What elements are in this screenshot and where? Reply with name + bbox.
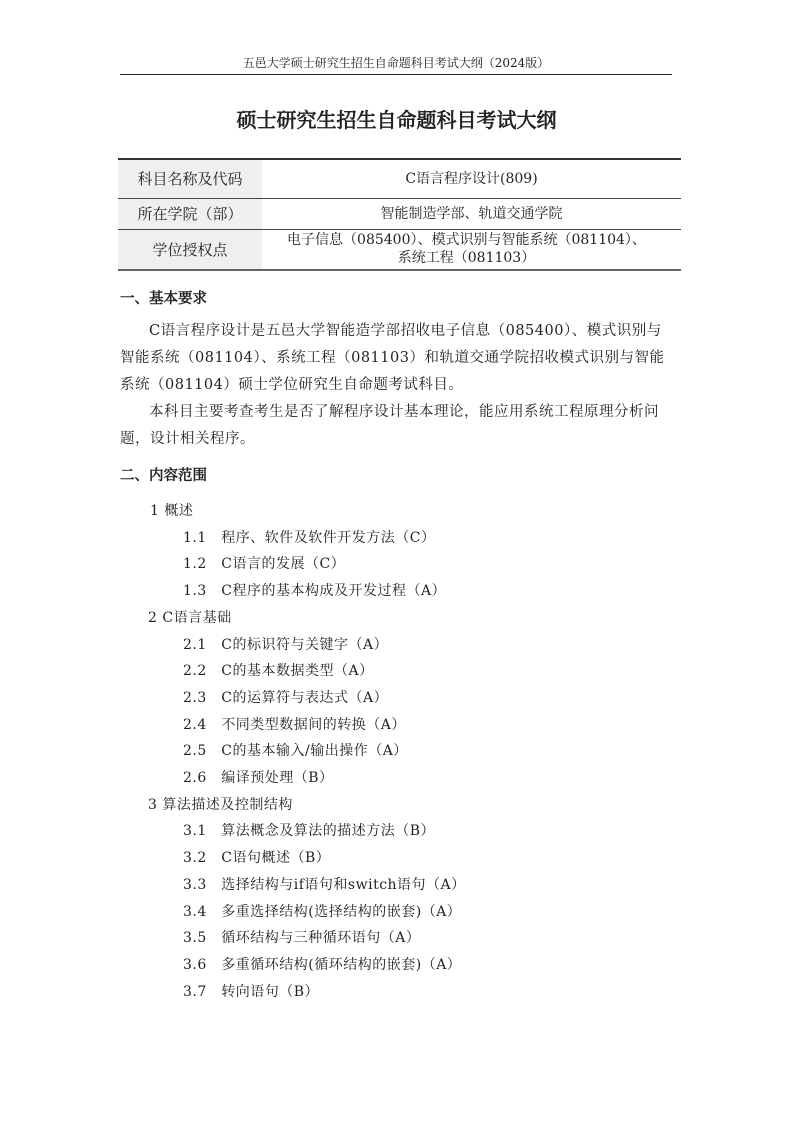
paragraph: C语言程序设计是五邑大学智能造学部招收电子信息（085400）、模式识别与智能系统（081104）、系统工程（081103）和轨道交通学院招收模式识别与智能系统（081104）硕士学位研究生自命题考试科目。 <box>120 323 665 393</box>
outline-item: 2.2 C的基本数据类型（A） <box>183 663 374 680</box>
row-value: 智能制造学部、轨道交通学院 <box>262 198 681 229</box>
chapter-title: 2 C语言基础 <box>148 609 232 626</box>
outline-item: 3.6 多重循环结构(循环结构的嵌套)（A） <box>183 956 462 973</box>
chapter-title: 3 算法描述及控制结构 <box>148 796 293 813</box>
outline-item: 3.1 算法概念及算法的描述方法（B） <box>183 823 436 840</box>
row-value: 电子信息（085400）、模式识别与智能系统（081104）、系统工程（081103） <box>262 229 681 270</box>
outline-item: 1.2 C语言的发展（C） <box>183 556 346 573</box>
row-value: C语言程序设计(809) <box>262 159 681 198</box>
page-title: 硕士研究生招生自命题科目考试大纲 <box>236 108 557 132</box>
outline-item: 3.5 循环结构与三种循环语句（A） <box>183 930 421 947</box>
outline-item: 1.3 C程序的基本构成及开发过程（A） <box>183 583 447 600</box>
outline-item: 1.1 程序、软件及软件开发方法（C） <box>183 529 436 546</box>
outline-item: 2.6 编译预处理（B） <box>183 770 334 787</box>
section-heading: 二、内容范围 <box>120 468 207 484</box>
section-heading: 一、基本要求 <box>120 291 207 307</box>
row-label: 科目名称及代码 <box>118 159 262 198</box>
outline-item: 2.4 不同类型数据间的转换（A） <box>183 716 406 733</box>
paragraph: 本科目主要考查考生是否了解程序设计基本理论，能应用系统工程原理分析问题，设计相关程序。 <box>120 404 659 447</box>
chapter-title: 1 概述 <box>150 503 194 519</box>
outline-item: 2.3 C的运算符与表达式（A） <box>183 689 389 706</box>
row-label: 学位授权点 <box>118 229 262 270</box>
table-row <box>118 159 681 198</box>
header-rule <box>120 74 672 75</box>
outline-item: 3.3 选择结构与if语句和switch语句（A） <box>183 876 466 893</box>
outline-item: 3.2 C语句概述（B） <box>183 850 331 867</box>
row-label: 所在学院（部） <box>118 198 262 229</box>
content-outline <box>120 498 466 1005</box>
info-table <box>118 158 681 271</box>
table-row <box>118 198 681 229</box>
outline-item: 3.4 多重选择结构(选择结构的嵌套)（A） <box>183 903 462 920</box>
section-body <box>120 318 675 453</box>
running-header: 五邑大学硕士研究生招生自命题科目考试大纲（2024版） <box>242 56 550 70</box>
outline-item: 3.7 转向语句（B） <box>183 983 320 1000</box>
table-row <box>118 229 681 270</box>
outline-item: 2.5 C的基本输入/输出操作（A） <box>183 743 408 760</box>
outline-item: 2.1 C的标识符与关键字（A） <box>183 636 389 653</box>
